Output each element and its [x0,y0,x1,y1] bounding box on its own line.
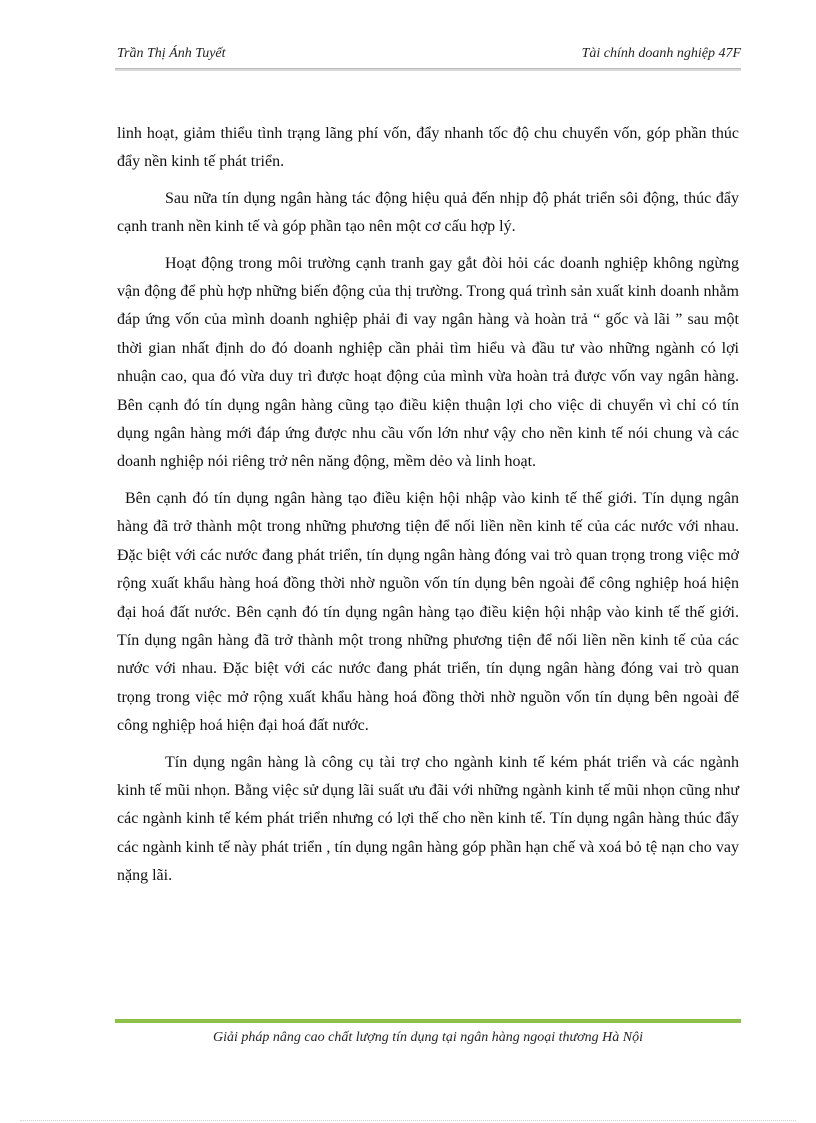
paragraph-continuation: linh hoạt, giảm thiểu tình trạng lãng phí vốn, đẩy nhanh tốc độ chu chuyển vốn, góp phần thúc đẩy nền kinh tế phát triển. [117,125,739,171]
page-header [117,46,741,68]
footer-title: Giải pháp nâng cao chất lượng tín dụng tại ngân hàng ngoại thương Hà Nội [213,1030,643,1045]
paragraph: Tín dụng ngân hàng là công cụ tài trợ cho ngành kinh tế kém phát triển và các ngành kinh tế mũi nhọn. Bằng việc sử dụng lãi suất ưu đãi với những ngành kinh tế mũi nhọn cũng như các ngành kinh tế kém phát triển nhưng có lợi thế cho nền kinh tế. Tín dụng ngân hàng thúc đẩy các ngành kinh tế này phát triển , tín dụng ngân hàng góp phần hạn chế và xoá bỏ tệ nạn cho vay nặng lãi. [117,753,739,885]
page-bottom-border [20,1120,796,1121]
header-divider [115,68,741,71]
paragraph: Bên cạnh đó tín dụng ngân hàng tạo điều kiện hội nhập vào kinh tế thế giới. Tín dụng ngân hàng đã trở thành một trong những phương tiện để nối liền nền kinh tế của các nước với nhau. Đặc biệt với các nước đang phát triển, tín dụng ngân hàng đóng vai trò quan trọng trong việc mở rộng xuất khẩu hàng hoá đồng thời nhờ nguồn vốn tín dụng bên ngoài để công nghiệp hoá hiện đại hoá đất nước. Bên cạnh đó tín dụng ngân hàng tạo điều kiện hội nhập vào kinh tế thế giới. Tín dụng ngân hàng đã trở thành một trong những phương tiện để nối liền nền kinh tế của các nước với nhau. Đặc biệt với các nước đang phát triển, tín dụng ngân hàng đóng vai trò quan trọng trong việc mở rộng xuất khẩu hàng hoá đồng thời nhờ nguồn vốn tín dụng bên ngoài để công nghiệp hoá hiện đại hoá đất nước. [117,489,739,735]
paragraph: Sau nữa tín dụng ngân hàng tác động hiệu quả đến nhịp độ phát triển sôi động, thúc đẩy cạnh tranh nền kinh tế và góp phần tạo nên một cơ cấu hợp lý. [117,189,739,236]
document-body [117,120,739,899]
header-author: Trần Thị Ánh Tuyết [117,46,226,61]
header-class: Tài chính doanh nghiệp 47F [581,46,741,61]
footer-divider [115,1019,741,1023]
paragraph: Hoạt động trong môi trường cạnh tranh gay gắt đòi hỏi các doanh nghiệp không ngừng vận động để phù hợp những biến động của thị trường. Trong quá trình sản xuất kinh doanh nhằm đáp ứng vốn của mình doanh nghiệp phải đi vay ngân hàng và hoàn trả “ gốc và lãi ” sau một thời gian nhất định do đó doanh nghiệp cần phải tìm hiểu và đầu tư vào những ngành có lợi nhuận cao, qua đó vừa duy trì được hoạt động của mình vừa hoàn trả được vốn vay ngân hàng. Bên cạnh đó tín dụng ngân hàng cũng tạo điều kiện thuận lợi cho việc di chuyển vì chỉ có tín dụng ngân hàng mới đáp ứng được nhu cầu vốn lớn như vậy cho nền kinh tế nói chung và các doanh nghiệp nói riêng trở nên năng động, mềm dẻo và linh hoạt. [117,254,739,471]
